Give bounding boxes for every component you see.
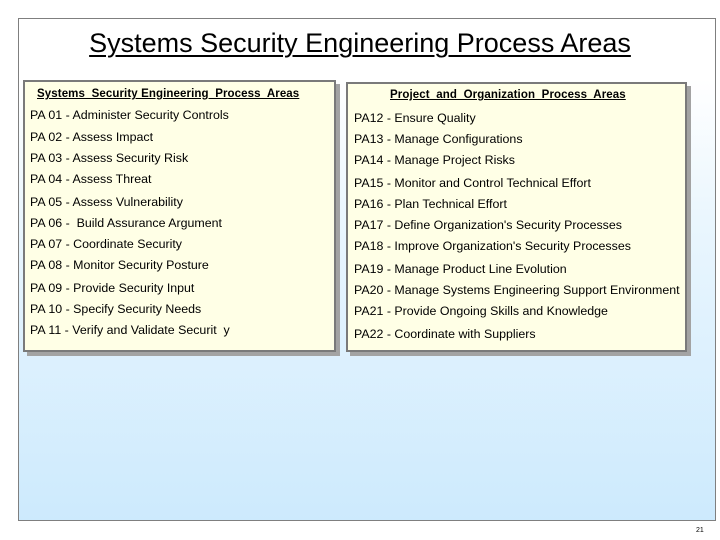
ssepa-panel-heading: Systems Security Engineering Process Areas <box>37 88 300 100</box>
list-item-pa11: PA 11 - Verify and Validate Securit y <box>30 323 230 337</box>
list-item-pa03: PA 03 - Assess Security Risk <box>30 151 189 165</box>
list-item-pa09: PA 09 - Provide Security Input <box>30 281 195 295</box>
list-item-pa17: PA17 - Define Organization's Security Processes <box>354 218 622 232</box>
list-item-pa01: PA 01 - Administer Security Controls <box>30 108 229 122</box>
list-item-pa14: PA14 - Manage Project Risks <box>354 153 515 167</box>
list-item-pa16: PA16 - Plan Technical Effort <box>354 197 507 211</box>
project-org-panel <box>346 82 687 352</box>
slide-title: Systems Security Engineering Process Areas <box>89 28 631 58</box>
project-org-panel-heading: Project and Organization Process Areas <box>390 89 626 101</box>
list-item-pa13: PA13 - Manage Configurations <box>354 132 523 146</box>
list-item-pa10: PA 10 - Specify Security Needs <box>30 302 202 316</box>
list-item-pa06: PA 06 - Build Assurance Argument <box>30 216 222 230</box>
list-item-pa07: PA 07 - Coordinate Security <box>30 237 182 251</box>
list-item-pa22: PA22 - Coordinate with Suppliers <box>354 327 536 341</box>
list-item-pa12: PA12 - Ensure Quality <box>354 111 476 125</box>
list-item-pa02: PA 02 - Assess Impact <box>30 130 154 144</box>
ssepa-panel <box>23 80 336 352</box>
list-item-pa05: PA 05 - Assess Vulnerability <box>30 195 183 209</box>
page-number: 21 <box>696 527 704 534</box>
list-item-pa19: PA19 - Manage Product Line Evolution <box>354 262 567 276</box>
list-item-pa18: PA18 - Improve Organization's Security Processes <box>354 239 631 253</box>
list-item-pa20: PA20 - Manage Systems Engineering Support Environment <box>354 283 680 297</box>
list-item-pa08: PA 08 - Monitor Security Posture <box>30 258 209 272</box>
list-item-pa21: PA21 - Provide Ongoing Skills and Knowledge <box>354 304 608 318</box>
list-item-pa15: PA15 - Monitor and Control Technical Effort <box>354 176 591 190</box>
list-item-pa04: PA 04 - Assess Threat <box>30 172 152 186</box>
